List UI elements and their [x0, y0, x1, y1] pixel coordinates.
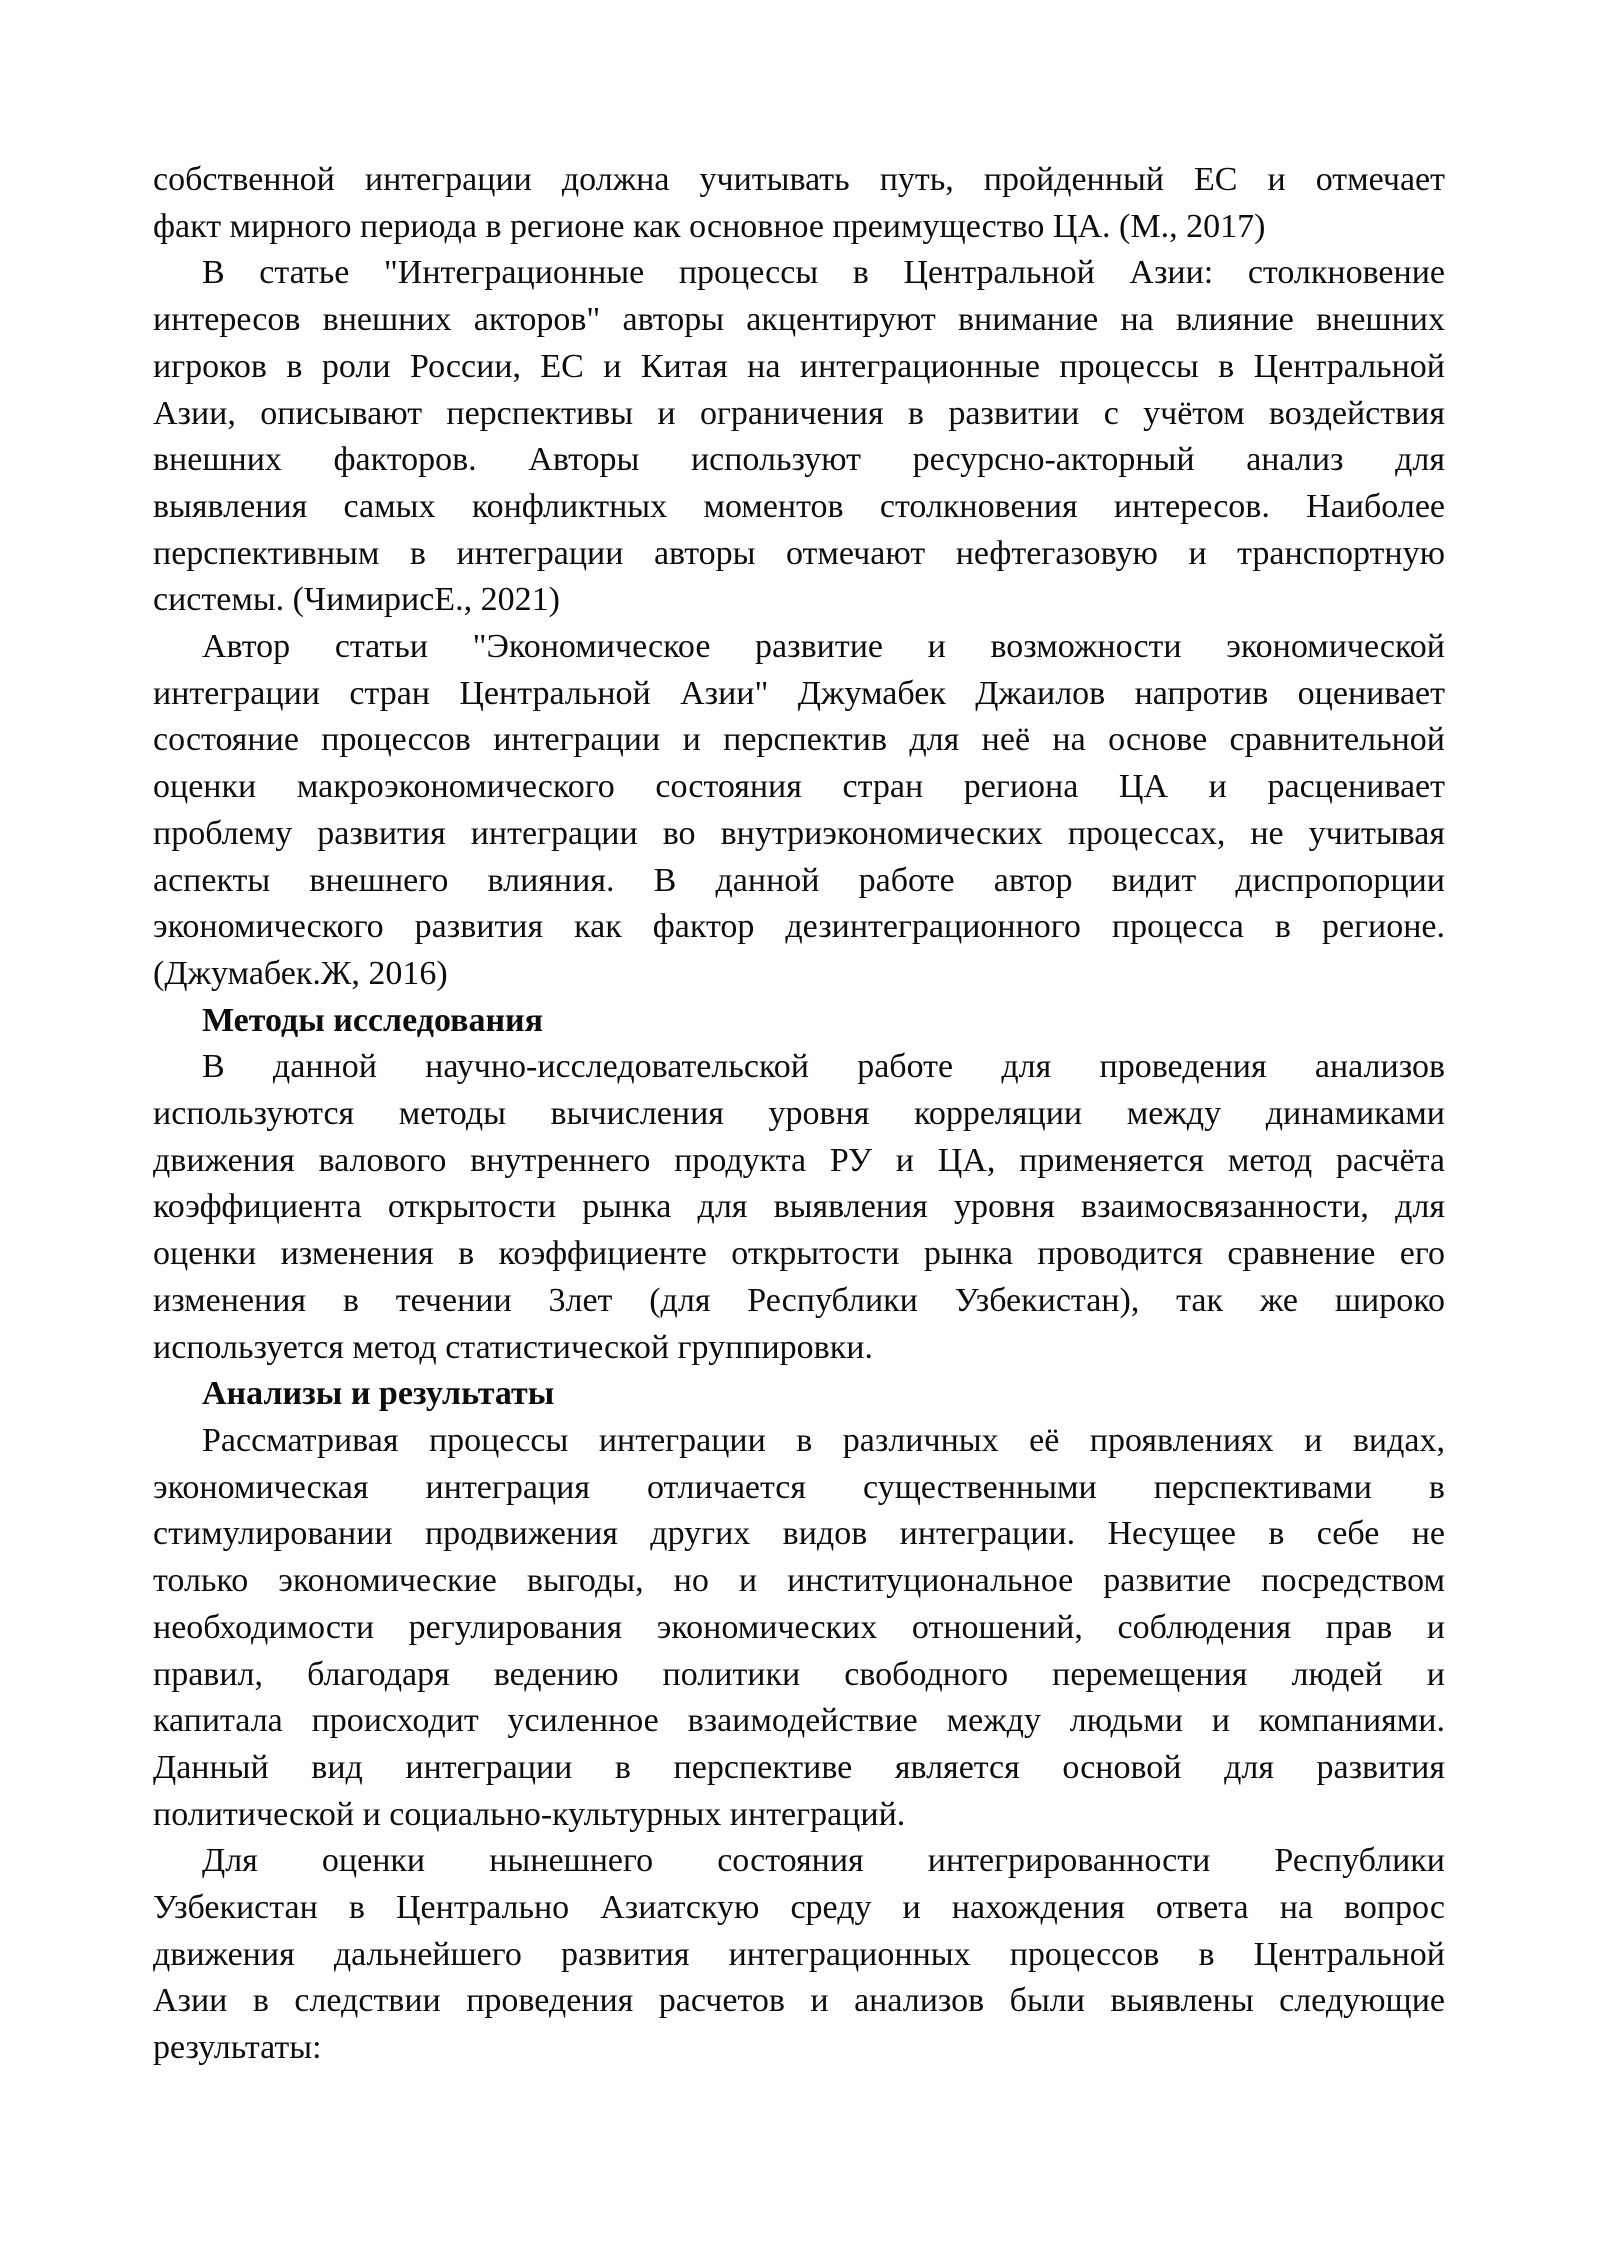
text-line: Азии в следствии проведения расчетов и анализов были выявлены следующие [153, 1982, 1445, 2020]
text-line: проблему развития интеграции во внутриэкономических процессах, не учитывая [153, 814, 1445, 852]
text-line: стимулировании продвижения других видов интеграции. Несущее в себе не [153, 1515, 1445, 1553]
heading-line: Анализы и результаты [202, 1375, 555, 1413]
text-line: оценки изменения в коэффициенте открытости рынка проводится сравнение его [153, 1235, 1445, 1273]
text-line: используется метод статистической группировки. [153, 1328, 873, 1366]
text-line: изменения в течении 3лет (для Республики Узбекистан), так же широко [153, 1281, 1445, 1319]
text-line: движения дальнейшего развития интеграционных процессов в Центральной [153, 1935, 1445, 1973]
text-line: Данный вид интеграции в перспективе является основой для развития [153, 1748, 1445, 1786]
text-line: состояние процессов интеграции и перспектив для неё на основе сравнительной [153, 721, 1445, 759]
text-line: результаты: [153, 2029, 322, 2067]
text-line: капитала происходит усиленное взаимодействие между людьми и компаниями. [153, 1702, 1445, 1740]
text-line: необходимости регулирования экономических отношений, соблюдения прав и [153, 1608, 1445, 1646]
text-line: экономическая интеграция отличается существенными перспективами в [153, 1468, 1445, 1506]
text-line: движения валового внутреннего продукта РУ и ЦА, применяется метод расчёта [153, 1141, 1445, 1179]
paragraph [153, 1838, 1445, 2072]
text-line: аспекты внешнего влияния. В данной работе автор видит диспропорции [153, 861, 1445, 899]
text-line: интеграции стран Центральной Азии" Джумабек Джаилов напротив оценивает [153, 674, 1445, 712]
section-heading [153, 998, 1445, 1045]
text-line: Рассматривая процессы интеграции в различных её проявлениях и видах, [202, 1421, 1445, 1459]
text-line: В данной научно-исследовательской работе для проведения анализов [202, 1048, 1445, 1086]
text-line: собственной интеграции должна учитывать путь, пройденный ЕС и отмечает [153, 161, 1445, 198]
paragraph [153, 250, 1445, 624]
paragraph [153, 1418, 1445, 1838]
text-line: экономического развития как фактор дезинтеграционного процесса в регионе. [153, 908, 1445, 946]
text-line: В статье "Интеграционные процессы в Центральной Азии: столкновение [202, 254, 1445, 292]
text-line: интересов внешних акторов" авторы акцентируют внимание на влияние внешних [153, 301, 1445, 339]
heading-line: Методы исследования [202, 1001, 544, 1039]
text-line: оценки макроэкономического состояния стран региона ЦА и расценивает [153, 768, 1445, 806]
text-line: только экономические выгоды, но и институциональное развитие посредством [153, 1562, 1445, 1600]
text-line: перспективным в интеграции авторы отмечают нефтегазовую и транспортную [153, 534, 1445, 572]
text-line: (Джумабек.Ж, 2016) [153, 954, 448, 992]
text-line: внешних факторов. Авторы используют ресурсно-акторный анализ для [153, 441, 1445, 479]
text-line: Узбекистан в Центрально Азиатскую среду и нахождения ответа на вопрос [153, 1889, 1445, 1927]
text-line: Азии, описывают перспективы и ограничения в развитии с учётом воздействия [153, 394, 1445, 432]
text-line: используются методы вычисления уровня корреляции между динамиками [153, 1095, 1445, 1133]
text-line: правил, благодаря ведению политики свободного перемещения людей и [153, 1655, 1445, 1693]
paragraph [153, 157, 1445, 250]
paragraph [153, 624, 1445, 998]
paragraph [153, 1044, 1445, 1371]
text-line: политической и социально-культурных интеграций. [153, 1795, 906, 1833]
text-line: факт мирного периода в регионе как основное преимущество ЦА. (М., 2017) [153, 207, 1266, 245]
page-text-content [153, 157, 1445, 2072]
text-line: Для оценки нынешнего состояния интегрированности Республики [202, 1842, 1445, 1880]
section-heading [153, 1371, 1445, 1418]
text-line: Автор статьи "Экономическое развитие и возможности экономической [202, 628, 1445, 666]
text-line: выявления самых конфликтных моментов столкновения интересов. Наиболее [153, 487, 1445, 525]
text-line: коэффициента открытости рынка для выявления уровня взаимосвязанности, для [153, 1188, 1445, 1226]
text-line: игроков в роли России, ЕС и Китая на интеграционные процессы в Центральной [153, 347, 1445, 385]
text-line: системы. (ЧимирисЕ., 2021) [153, 581, 560, 619]
